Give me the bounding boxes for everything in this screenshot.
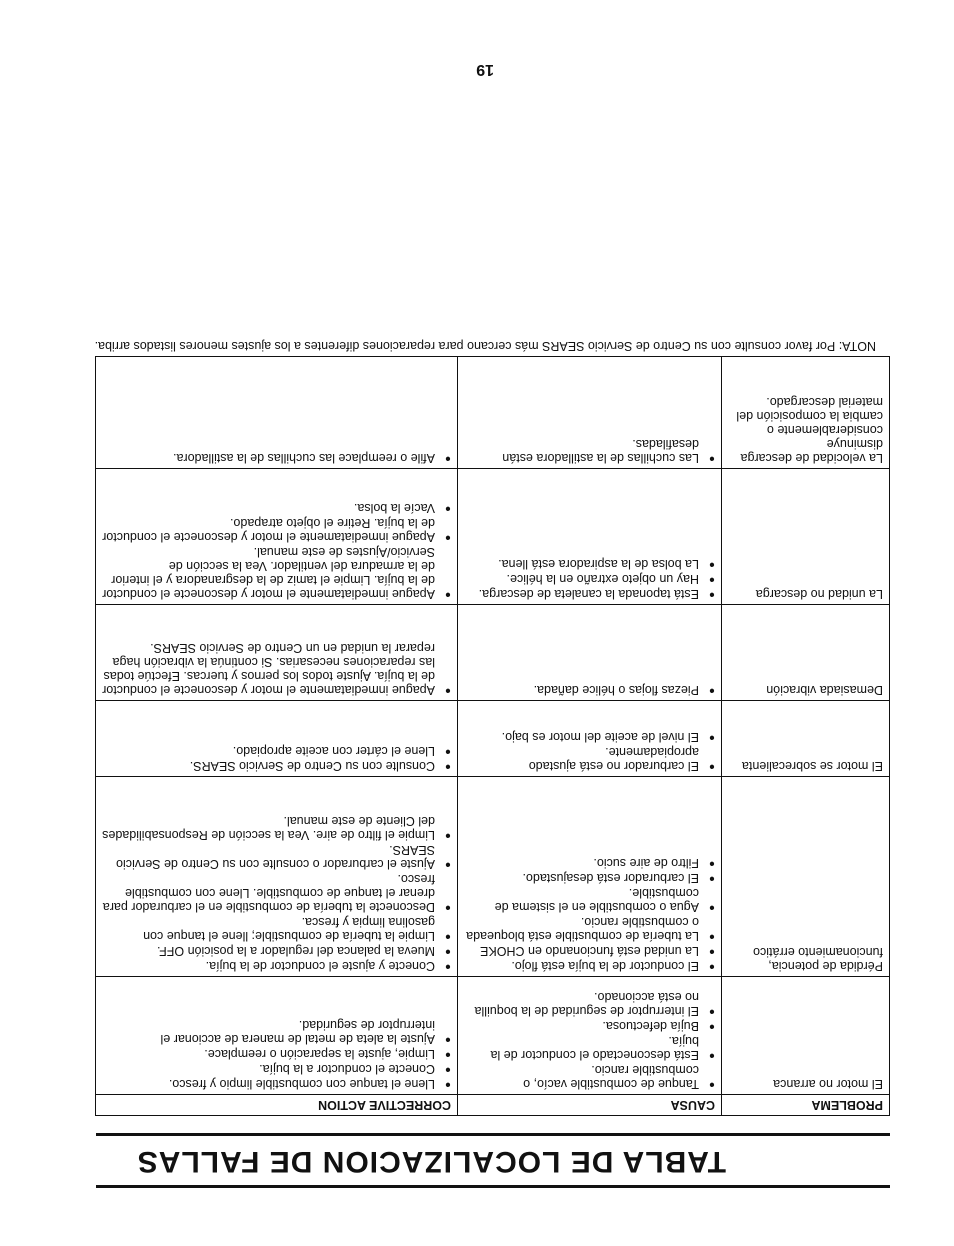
action-item: ● Apague inmediatamente el motor y desconecte el conductor de la bujía. Ajuste todos los pernos y tuercas. Efectúe todas las reparaciones necesarias. Si continúa la vibración haga reparar la unidad en un Centro de Servicio SEARS. bbox=[102, 641, 451, 697]
cause-item: ● Hay un objeto extraño en la hélice. bbox=[464, 572, 715, 586]
action-item: ● Apague inmediatamente el motor y desconecte el conductor de la bujía. Retire el objeto atrapado. bbox=[102, 516, 451, 544]
action-item: ● Ajuste el carburador o consulte con su Centro de Servicio SEARS. bbox=[102, 843, 451, 871]
action-item: ● Llene el tanque con combustible limpio y fresco. bbox=[102, 1077, 451, 1091]
cause-item: ● El carburador no está ajustado apropiadamente. bbox=[464, 745, 715, 773]
action-item: ● Conecte y ajuste el conductor de la bujía. bbox=[102, 959, 451, 973]
action-item: ● Afile o reemplace las cuchillas de la astilladora. bbox=[102, 451, 451, 465]
page-title: TABLA DE LOCALIZACION DE FALLAS bbox=[136, 1145, 726, 1178]
cause-item: ● El interruptor de seguridad de la boquilla no está accionado. bbox=[464, 990, 715, 1018]
cause-item: ● Agua o combustible en el sistema de combustible. bbox=[464, 886, 715, 914]
table-row bbox=[96, 357, 890, 469]
table-row bbox=[96, 469, 890, 605]
action-item: ● Desconecte la tubería de combustible en el carburador para drenar el tanque de combustible. Llene con combustible fresco. bbox=[102, 872, 451, 914]
action-item: ● Consulte con su Centro de Servicio SEARS. bbox=[102, 759, 451, 773]
note-text: NOTA: Por favor consulte con su Centro de Servicio SEARS más cercano para reparaciones diferentes a los ajustes menores listados arriba. bbox=[94, 339, 876, 353]
cause-item: ● La bolsa de la aspiradora está llena. bbox=[464, 557, 715, 571]
problem-cell bbox=[722, 977, 890, 1095]
cause-item: ● La tubería de combustible está bloqueada o combustible rancio. bbox=[464, 915, 715, 943]
problem-text: La velocidad de descarga disminuye considerablemente o cambia la composición del material descargado. bbox=[736, 395, 883, 465]
cause-item: ● La unidad está funcionando en CHOKE bbox=[464, 944, 715, 958]
cause-item: ● Filtro de aire sucio. bbox=[464, 856, 715, 870]
action-cell bbox=[96, 701, 458, 777]
action-item: ● Vacíe la bolsa. bbox=[102, 501, 451, 515]
problem-text: El motor no arranca bbox=[773, 1077, 883, 1091]
cause-item: ● Bujía defectuosa. bbox=[464, 1019, 715, 1033]
table-row bbox=[96, 605, 890, 701]
cause-item: ● Piezas flojas o hélice dañada. bbox=[464, 683, 715, 697]
table-body bbox=[96, 357, 890, 1095]
header-problem: PROBLEMA bbox=[722, 1095, 890, 1116]
action-cell bbox=[96, 977, 458, 1095]
cause-cell bbox=[458, 701, 722, 777]
table-row bbox=[96, 777, 890, 977]
cause-cell bbox=[458, 977, 722, 1095]
action-item: ● Limpie, ajuste la separación o reemplace. bbox=[102, 1047, 451, 1061]
action-item: ● Limpie el filtro de aire. Vea la sección de Responsabilidades del Cliente de este manual. bbox=[102, 814, 451, 842]
header-action: CORRECTIVE ACTION bbox=[96, 1095, 458, 1116]
cause-cell bbox=[458, 357, 722, 469]
troubleshooting-table bbox=[95, 356, 890, 1116]
cause-item: ● El conductor de la bujía está flojo. bbox=[464, 959, 715, 973]
action-item: ● Conecte el conductor a la bujía. bbox=[102, 1062, 451, 1076]
table-row bbox=[96, 977, 890, 1095]
action-item: ● Ajuste la aleta de metal de manera de accionar el interruptor de seguridad. bbox=[102, 1018, 451, 1046]
header-cause: CAUSA bbox=[458, 1095, 722, 1116]
problem-cell bbox=[722, 777, 890, 977]
cause-item: ● Las cuchillas de la astilladora están desafiladas. bbox=[464, 437, 715, 465]
cause-cell bbox=[458, 469, 722, 605]
action-item: ● Apague inmediatamente el motor y desconecte el conductor de la bujía. Limpie el tamiz de la desgranadora y el interior de la armadura del ventilador. Vea la sección de Servicio/Ajustes de este manual. bbox=[102, 545, 451, 601]
cause-cell bbox=[458, 605, 722, 701]
cause-item: ● Está taponada la canaleta de descarga. bbox=[464, 587, 715, 601]
problem-text: Pérdida de potencia, funcionamiento errático bbox=[753, 945, 883, 973]
action-cell bbox=[96, 605, 458, 701]
page-number: 19 bbox=[476, 61, 494, 78]
action-cell bbox=[96, 469, 458, 605]
table-row bbox=[96, 701, 890, 777]
cause-item: ● El nivel de aceite del motor es bajo. bbox=[464, 730, 715, 744]
problem-text: La unidad no descarga bbox=[755, 587, 883, 601]
problem-text: Demasiada vibración bbox=[766, 683, 883, 697]
action-item: ● Limpie la tubería de combustible; llene el tanque con gasolina limpia y fresca. bbox=[102, 915, 451, 943]
problem-cell bbox=[722, 469, 890, 605]
title-top-rule bbox=[96, 1185, 890, 1188]
table-header-row bbox=[96, 1095, 890, 1116]
cause-cell bbox=[458, 777, 722, 977]
problem-cell bbox=[722, 605, 890, 701]
title-bottom-rule bbox=[96, 1133, 890, 1136]
action-cell bbox=[96, 777, 458, 977]
problem-cell bbox=[722, 701, 890, 777]
cause-item: ● Tanque de combustible vacío, o combustible rancio. bbox=[464, 1063, 715, 1091]
cause-item: ● Está desconectado el conductor de la bujía. bbox=[464, 1034, 715, 1062]
problem-text: El motor se sobrecalienta bbox=[741, 759, 883, 773]
action-item: ● Llene el cárter con aceite apropiado. bbox=[102, 744, 451, 758]
action-item: ● Mueva la palanca del regulador a la posición OFF. bbox=[102, 944, 451, 958]
cause-item: ● El carburador está desajustado. bbox=[464, 871, 715, 885]
problem-cell bbox=[722, 357, 890, 469]
action-cell bbox=[96, 357, 458, 469]
